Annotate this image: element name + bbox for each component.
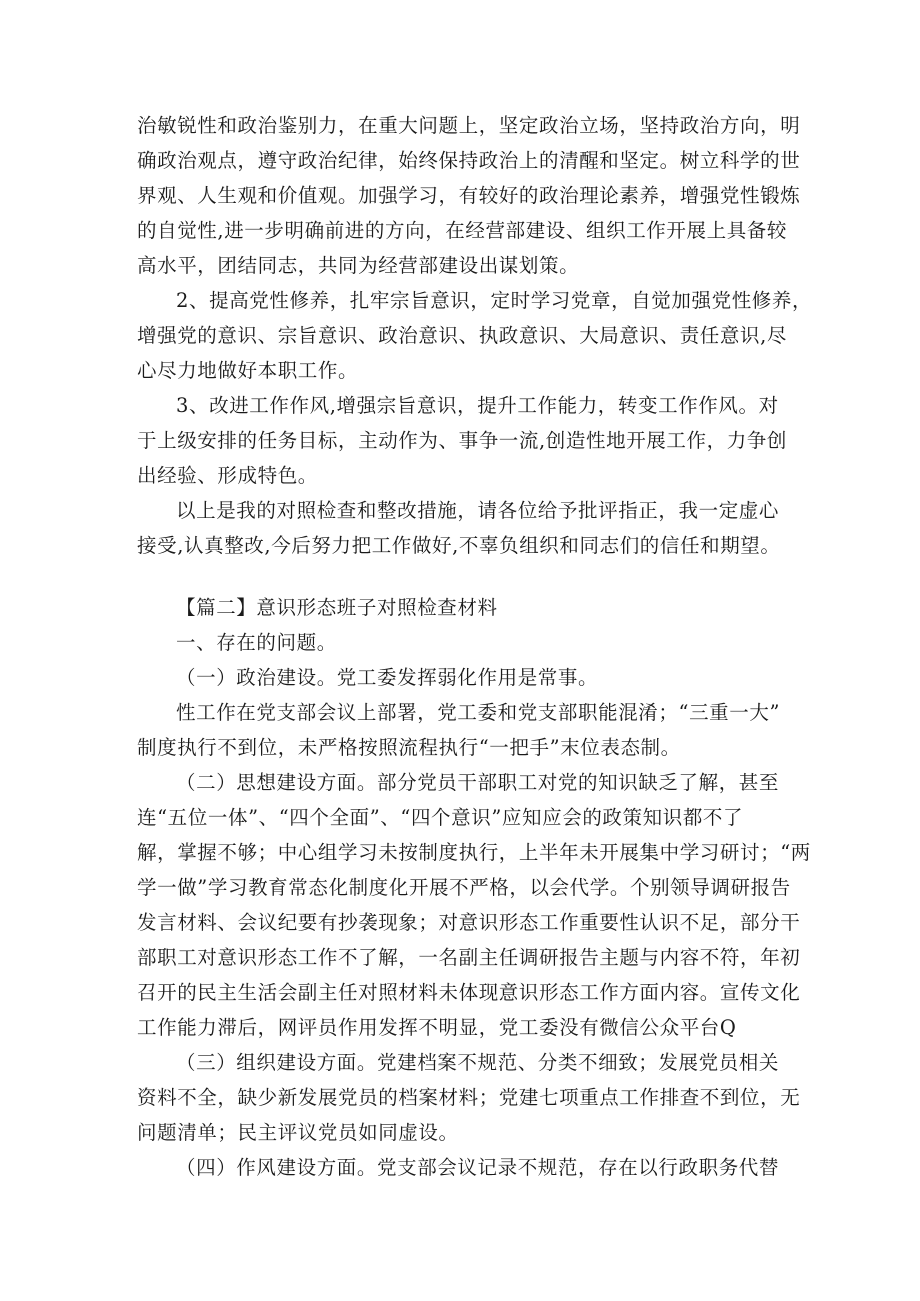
text-line: 确政治观点，遵守政治纪律，始终保持政治上的清醒和坚定。树立科学的世 (137, 149, 801, 172)
text-line: （三）组织建设方面。党建档案不规范、分类不细致；发展党员相关 (176, 1051, 780, 1074)
text-line: 连“五位一体”、“四个全面”、“四个意识”应知应会的政策知识都不了 (137, 806, 744, 829)
text-line: 于上级安排的任务目标，主动作为、事争一流,创造性地开展工作，力争创 (137, 429, 787, 452)
text-line: 的自觉性,进一步明确前进的方向，在经营部建设、组织工作开展上具备较 (137, 219, 787, 242)
text-line: 工作能力滞后，网评员作用发挥不明显，党工委没有微信公众平台Q (137, 1016, 737, 1039)
text-line: 性工作在党支部会议上部署，党工委和党支部职能混淆；“三重一大” (176, 701, 781, 724)
text-line: 2、提高党性修养，扎牢宗旨意识，定时学习党章，自觉加强党性修养， (176, 289, 813, 312)
section-heading: 【篇二】意识形态班子对照检查材料 (176, 596, 498, 619)
text-line: 心尽力地做好本职工作。 (137, 359, 359, 382)
text-line: 发言材料、会议纪要有抄袭现象；对意识形态工作重要性认识不足，部分干 (137, 911, 801, 934)
text-line: 接受,认真整改,今后努力把工作做好,不辜负组织和同志们的信任和期望。 (137, 534, 781, 557)
text-line: （一）政治建设。党工委发挥弱化作用是常事。 (176, 666, 599, 689)
text-line: 3、改进工作作风,增强宗旨意识，提升工作能力，转变工作作风。对 (176, 394, 779, 417)
text-line: 解，掌握不够；中心组学习未按制度执行，上半年未开展集中学习研讨；“两 (137, 841, 811, 864)
text-line: 增强党的意识、宗旨意识、政治意识、执政意识、大局意识、责任意识,尽 (137, 324, 787, 347)
text-line: 制度执行不到位，未严格按照流程执行“一把手”末位表态制。 (137, 736, 681, 759)
text-line: 学一做”学习教育常态化制度化开展不严格，以会代学。个别领导调研报告 (137, 876, 791, 899)
text-line: 界观、人生观和价值观。加强学习，有较好的政治理论素养，增强党性锻炼 (137, 184, 801, 207)
text-line: 以上是我的对照检查和整改措施，请各位给予批评指正，我一定虚心 (176, 499, 780, 522)
text-line: 高水平，团结同志，共同为经营部建设出谋划策。 (137, 254, 580, 277)
text-line: （二）思想建设方面。部分党员干部职工对党的知识缺乏了解，甚至 (176, 771, 780, 794)
text-line: 召开的民主生活会副主任对照材料未体现意识形态工作方面内容。宣传文化 (137, 981, 801, 1004)
text-line: 问题清单；民主评议党员如同虚设。 (137, 1121, 459, 1144)
text-line: 治敏锐性和政治鉴别力，在重大问题上，坚定政治立场，坚持政治方向，明 (137, 114, 801, 137)
text-line: 出经验、形成特色。 (137, 464, 318, 487)
text-line: （四）作风建设方面。党支部会议记录不规范，存在以行政职务代替 (176, 1156, 780, 1179)
text-line: 资料不全，缺少新发展党员的档案材料；党建七项重点工作排查不到位，无 (137, 1086, 801, 1109)
text-line: 一、存在的问题。 (176, 631, 337, 654)
text-line: 部职工对意识形态工作不了解，一名副主任调研报告主题与内容不符，年初 (137, 946, 801, 969)
